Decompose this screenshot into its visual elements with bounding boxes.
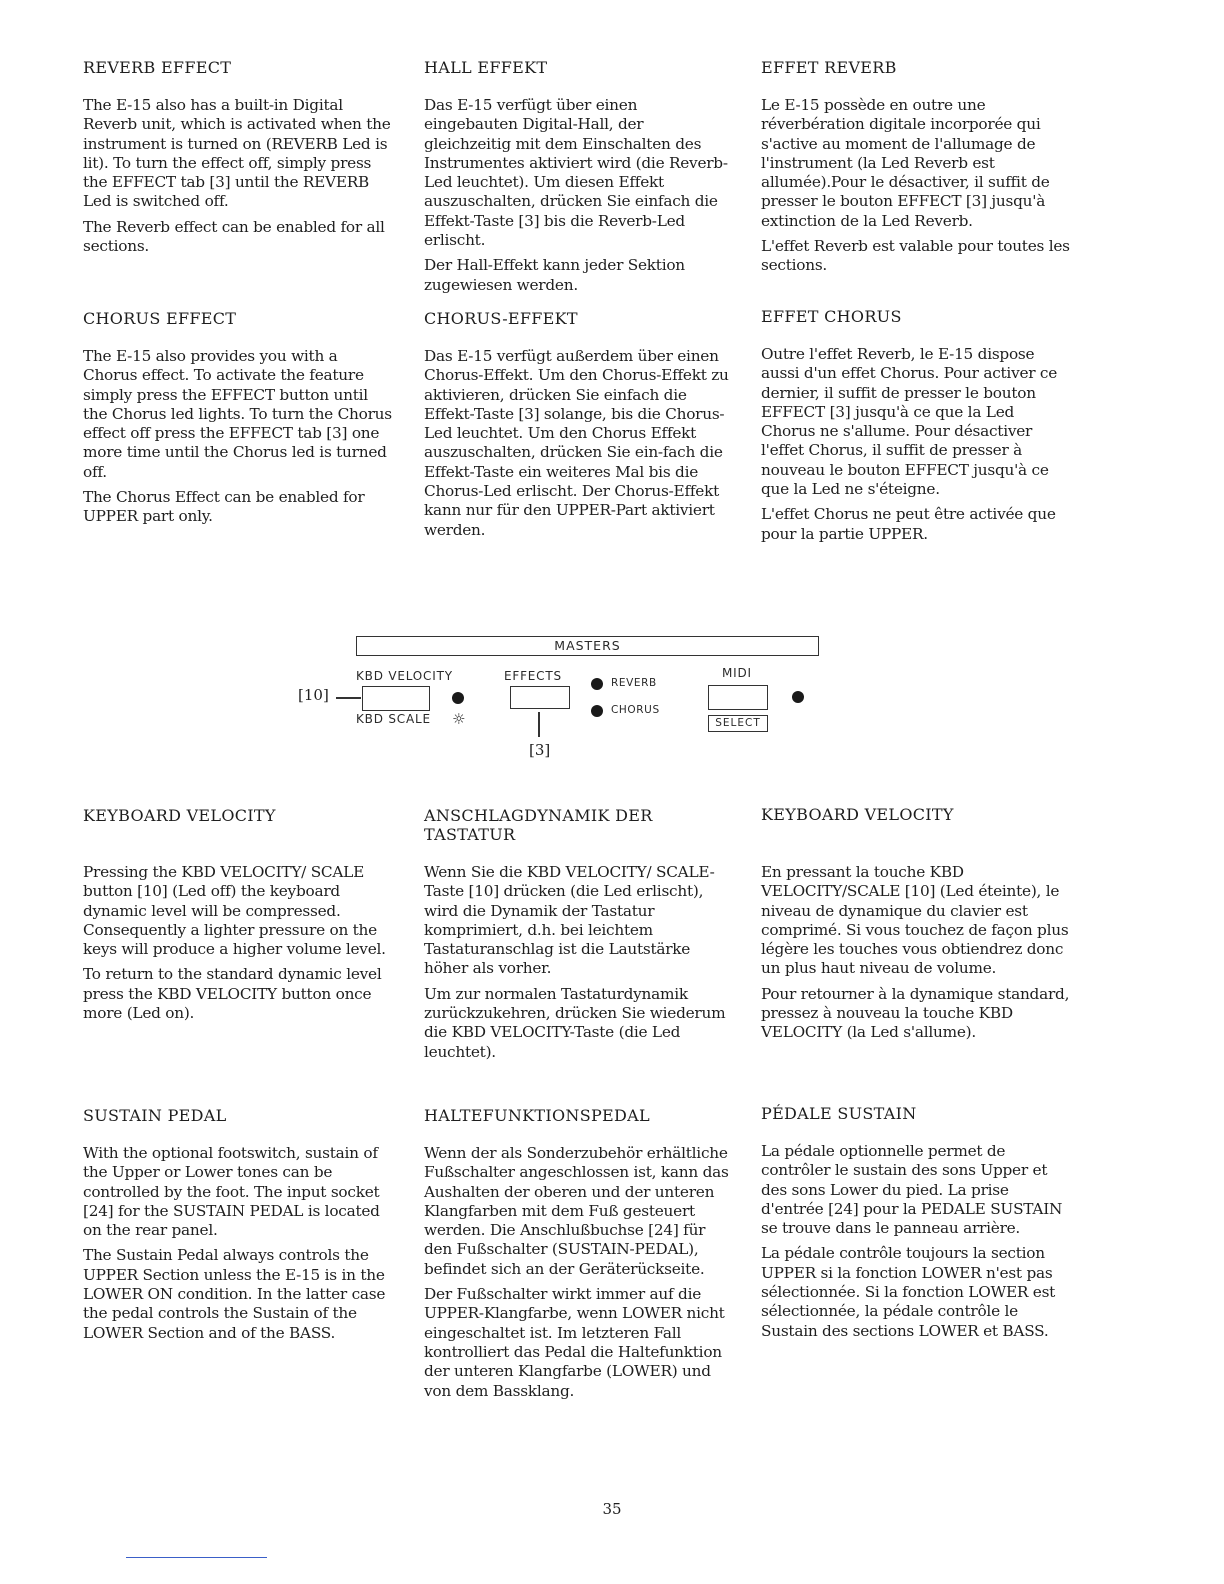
chorus-en-body (83, 347, 393, 533)
kbd-velocity-button[interactable] (362, 686, 430, 711)
section-heading: CHORUS-EFFEKT (424, 309, 578, 328)
paragraph: L'effet Reverb est valable pour toutes les sections. (761, 237, 1070, 275)
sustain-de-body (424, 1144, 734, 1407)
paragraph: With the optional footswitch, sustain of the Upper or Lower tones can be controlled by the foot. The input socket [24] for the SUSTAIN PEDAL is located on the rear panel. (83, 1144, 380, 1240)
paragraph: Das E-15 verfügt über einen eingebauten Digital-Hall, der gleichzeitig mit dem Einschalten des Instrumentes aktiviert wird (die Reverb-Led leuchtet). Um diesen Effekt auszuschalten, drücken Sie einfach die Effekt-Taste [3] bis die Reverb-Led erlischt. (424, 96, 728, 250)
section-heading: HALTEFUNKTIONSPEDAL (424, 1106, 650, 1125)
masters-panel-diagram (280, 630, 840, 770)
chorus-de-body (424, 347, 734, 546)
sustain-fr-body (761, 1142, 1071, 1347)
section-heading: PÉDALE SUSTAIN (761, 1104, 917, 1123)
paragraph: Wenn der als Sonderzubehör erhältliche Fußschalter angeschlossen ist, kann das Aushalten der oberen und der unteren Klangfarben mit dem Fuß gesteuert werden. Die Anschlußbuchse [24] für den Fußschalter (SUSTAIN-PEDAL), befindet sich an der Geräterückseite. (424, 1144, 729, 1278)
paragraph: Le E-15 possède en outre une réverbération digitale incorporée qui s'active au moment de l'allumage de l'instrument (la Led Reverb est allumée).Pour le désactiver, il suffit de presser le bouton EFFECT [3] jusqu'à extinction de la Led Reverb. (761, 96, 1050, 230)
section-heading: ANSCHLAGDYNAMIK DER TASTATUR (424, 806, 653, 844)
section-heading: REVERB EFFECT (83, 58, 232, 77)
page-number: 35 (602, 1500, 622, 1518)
velocity-de (424, 806, 734, 844)
section-heading: CHORUS EFFECT (83, 309, 237, 328)
chorus-en (83, 309, 393, 328)
midi-led (792, 691, 804, 703)
paragraph: Das E-15 verfügt außerdem über einen Chorus-Effekt. Um den Chorus-Effekt zu aktivieren, drücken Sie einfach die Effekt-Taste [3] solange, bis die Chorus-Led leuchtet. Um den Chorus Effekt auszuschalten, drücken Sie ein-fach die Effekt-Taste ein weiteres Mal bis die Chorus-Led erlischt. Der Chorus-Effekt kann nur für den UPPER-Part aktiviert werden. (424, 347, 729, 539)
paragraph: Der Fußschalter wirkt immer auf die UPPER-Klangfarbe, wenn LOWER nicht eingeschaltet ist. Im letzteren Fall kontrolliert das Pedal die Haltefunktion der unteren Klangfarbe (LOWER) und von dem Bassklang. (424, 1285, 725, 1400)
paragraph: Pressing the KBD VELOCITY/ SCALE button [10] (Led off) the keyboard dynamic level will be compressed. Consequently a lighter pressure on the keys will produce a higher volume level. (83, 863, 386, 959)
chorus-label: CHORUS (611, 704, 660, 716)
chorus-de (424, 309, 734, 328)
velocity-de-body (424, 863, 734, 1068)
sun-icon: ☼ (452, 710, 467, 728)
masters-header (356, 636, 819, 656)
velocity-fr-body (761, 863, 1071, 1049)
section-heading: KEYBOARD VELOCITY (83, 806, 276, 825)
velocity-fr (761, 805, 1071, 824)
paragraph: L'effet Chorus ne peut être activée que pour la partie UPPER. (761, 505, 1056, 543)
paragraph: Outre l'effet Reverb, le E-15 dispose aussi d'un effet Chorus. Pour activer ce dernier, il suffit de presser le bouton EFFECT [3] jusqu'à ce que la Led Chorus ne s'allume. Pour désactiver l'effet Chorus, il suffit de presser à nouveau le bouton EFFECT jusqu'à ce que la Led ne s'éteigne. (761, 345, 1058, 499)
midi-label: MIDI (722, 666, 752, 680)
velocity-en-body (83, 863, 393, 1029)
paragraph: La pédale optionnelle permet de contrôler le sustain des sons Upper et des sons Lower du pied. La prise d'entrée [24] pour la PEDALE SUSTAIN se trouve dans le panneau arrière. (761, 1142, 1063, 1238)
midi-select-label: SELECT (708, 715, 768, 732)
reverb-en (83, 58, 393, 77)
sustain-de (424, 1106, 734, 1125)
paragraph: The E-15 also has a built-in Digital Reverb unit, which is activated when the instrument is turned on (REVERB Led is lit). To turn the effect off, simply press the EFFECT tab [3] until the REVERB Led is switched off. (83, 96, 391, 211)
reverb-en-body (83, 96, 393, 262)
section-heading: EFFET CHORUS (761, 307, 902, 326)
velocity-en (83, 806, 393, 825)
reverb-led (591, 678, 603, 690)
paragraph: Pour retourner à la dynamique standard, pressez à nouveau la touche KBD VELOCITY (la Led s'allume). (761, 984, 1070, 1042)
section-heading: KEYBOARD VELOCITY (761, 805, 954, 824)
reverb-de (424, 58, 734, 77)
masters-label: MASTERS (554, 638, 621, 653)
kbd-velocity-led (452, 692, 464, 704)
ref-10: [10] (298, 686, 329, 704)
reverb-de-body (424, 96, 734, 301)
paragraph: The E-15 also provides you with a Chorus effect. To activate the feature simply press the EFFECT button until the Chorus led lights. To turn the Chorus effect off press the EFFECT tab [3] one more time until the Chorus led is turned off. (83, 347, 392, 481)
ref-3-leader (538, 712, 540, 737)
paragraph: Der Hall-Effekt kann jeder Sektion zugewiesen werden. (424, 256, 685, 294)
section-heading: SUSTAIN PEDAL (83, 1106, 227, 1125)
reverb-label: REVERB (611, 677, 657, 689)
sustain-fr (761, 1104, 1071, 1123)
kbd-velocity-label: KBD VELOCITY (356, 669, 453, 683)
reverb-fr-body (761, 96, 1071, 282)
paragraph: The Sustain Pedal always controls the UPPER Section unless the E-15 is in the LOWER ON condition. In the latter case the pedal controls the Sustain of the LOWER Section and of the BASS. (83, 1246, 386, 1342)
sustain-en (83, 1106, 393, 1125)
midi-button[interactable] (708, 685, 768, 710)
paragraph: The Reverb effect can be enabled for all sections. (83, 217, 385, 256)
reverb-fr (761, 58, 1071, 77)
paragraph: La pédale contrôle toujours la section UPPER si la fonction LOWER n'est pas sélectionnée. Si la fonction LOWER est sélectionnée, la pédale contrôle le Sustain des sections LOWER et BASS. (761, 1244, 1056, 1340)
footer-rule (126, 1557, 267, 1558)
sustain-en-body (83, 1144, 393, 1349)
effects-button[interactable] (510, 686, 570, 709)
ref-3: [3] (529, 741, 551, 759)
section-heading: HALL EFFEKT (424, 58, 548, 77)
paragraph: En pressant la touche KBD VELOCITY/SCALE [10] (Led éteinte), le niveau de dynamique du clavier est comprimé. Si vous touchez de façon plus légère les touches vous obtiendrez donc un plus haut niveau de volume. (761, 863, 1069, 978)
chorus-fr (761, 307, 1071, 326)
paragraph: To return to the standard dynamic level press the KBD VELOCITY button once more (Led on). (83, 965, 382, 1023)
ref-10-leader (336, 697, 361, 699)
chorus-fr-body (761, 345, 1071, 550)
kbd-scale-label: KBD SCALE (356, 712, 431, 726)
effects-label: EFFECTS (504, 669, 562, 683)
chorus-led (591, 705, 603, 717)
paragraph: Wenn Sie die KBD VELOCITY/ SCALE-Taste [10] drücken (die Led erlischt), wird die Dynamik der Tastatur komprimiert, d.h. bei leichtem Tastaturanschlag ist die Lautstärke höher als vorher. (424, 863, 715, 978)
section-heading: EFFET REVERB (761, 58, 897, 77)
paragraph: The Chorus Effect can be enabled for UPPER part only. (83, 488, 365, 526)
paragraph: Um zur normalen Tastaturdynamik zurückzukehren, drücken Sie wiederum die KBD VELOCITY-Taste (die Led leuchtet). (424, 984, 726, 1061)
